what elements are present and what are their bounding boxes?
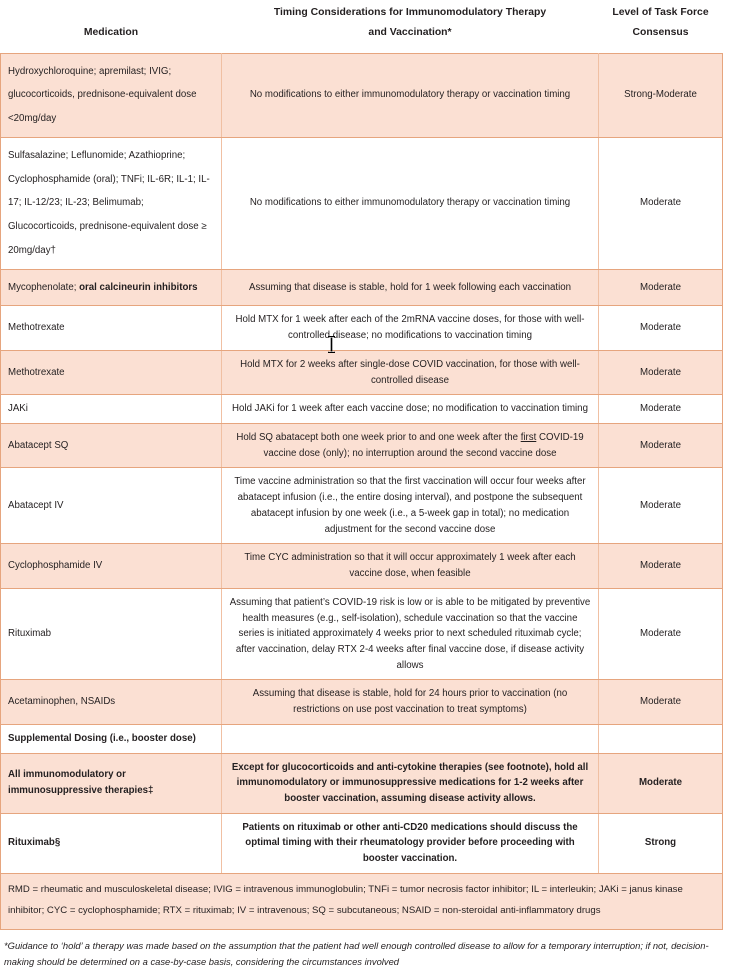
cell-consensus: Moderate: [599, 350, 723, 394]
table-row: [1, 395, 723, 424]
cell-consensus: Moderate: [599, 269, 723, 306]
cell-medication: All immunomodulatory or immunosuppressive therapies‡: [1, 753, 222, 813]
abbreviations-row: [1, 873, 723, 929]
table-row: [1, 468, 723, 544]
cell-medication: Acetaminophen, NSAIDs: [1, 680, 222, 724]
cell-consensus: Moderate: [599, 424, 723, 468]
section-header-row: [1, 724, 723, 753]
column-header-timing: [222, 0, 599, 53]
cell-consensus: Moderate: [599, 544, 723, 588]
column-header-timing-line2: and Vaccination*: [368, 27, 452, 39]
cell-medication: Abatacept SQ: [1, 424, 222, 468]
cell-timing: No modifications to either immunomodulatory therapy or vaccination timing: [222, 137, 599, 269]
column-header-timing-line1: Timing Considerations for Immunomodulatory Therapy: [273, 7, 547, 18]
table-row: [1, 269, 723, 306]
cell-consensus: Moderate: [599, 306, 723, 350]
cell-medication: Rituximab§: [1, 813, 222, 873]
abbreviations-text: RMD = rheumatic and musculoskeletal disease; IVIG = intravenous immunoglobulin; TNFi = tumor necrosis factor inhibitor; IL = interleukin; JAKi = janus kinase inhibitor; CYC = cyclophosphamide; RTX = rituximab; IV = intravenous; SQ = subcutaneous; NSAID = non-steroidal anti-inflammatory drugs: [1, 873, 723, 929]
cell-timing: Except for glucocorticoids and anti-cytokine therapies (see footnote), hold all immunomodulatory or immunosuppressive medications for 1-2 weeks after booster vaccination, assuming disease activity allows.: [222, 753, 599, 813]
column-header-consensus: [599, 0, 723, 53]
table-row: [1, 753, 723, 813]
section-spacer-consensus: [599, 724, 723, 753]
cell-timing: Hold JAKi for 1 week after each vaccine dose; no modification to vaccination timing: [222, 395, 599, 424]
column-header-medication: [1, 0, 222, 53]
cell-timing: Hold MTX for 1 week after each of the 2mRNA vaccine doses, for those with well-controlled disease; no modifications to vaccination timing: [222, 306, 599, 350]
table-row: [1, 306, 723, 350]
cell-timing: Hold MTX for 2 weeks after single-dose COVID vaccination, for those with well-controlled disease: [222, 350, 599, 394]
table-footnote: *Guidance to ‘hold’ a therapy was made based on the assumption that the patient had well enough controlled disease to allow for a temporary interruption; if not, decision-making should be determined on a case-by-case basis, considering the circumstances involved: [4, 940, 709, 968]
cell-consensus: Moderate: [599, 588, 723, 680]
cell-timing: Assuming that disease is stable, hold for 1 week following each vaccination: [222, 269, 599, 306]
cell-medication: Rituximab: [1, 588, 222, 680]
cell-timing: Assuming that patient’s COVID-19 risk is low or is able to be mitigated by preventive health measures (e.g., self-isolation), schedule vaccination so that the vaccine series is initiated approximately 4 weeks prior to next scheduled rituximab cycle; after vaccination, delay RTX 2-4 weeks after final vaccine dose, if disease activity allows: [222, 588, 599, 680]
cell-medication: Sulfasalazine; Leflunomide; Azathioprine; Cyclophosphamide (oral); TNFi; IL-6R; IL-1; IL-17; IL-12/23; IL-23; Belimumab; Glucocorticoids, prednisone-equivalent dose ≥ 20mg/day†: [1, 137, 222, 269]
medication-bold-part: oral calcineurin inhibitors: [79, 281, 198, 293]
table-row: [1, 813, 723, 873]
cell-medication: Methotrexate: [1, 306, 222, 350]
timing-pre-text: Hold SQ abatacept both one week prior to and one week after the: [236, 432, 521, 444]
header-row: [1, 0, 723, 53]
timing-underlined-text: first: [520, 432, 537, 444]
cell-timing: No modifications to either immunomodulatory therapy or vaccination timing: [222, 53, 599, 137]
table-row: [1, 350, 723, 394]
cell-consensus: Moderate: [599, 680, 723, 724]
table-row: [1, 588, 723, 680]
cell-timing: Patients on rituximab or other anti-CD20 medications should discuss the optimal timing with their rheumatology provider before proceeding with booster vaccination.: [222, 813, 599, 873]
section-label-supplemental-dosing: Supplemental Dosing (i.e., booster dose): [1, 724, 222, 753]
cell-medication: JAKi: [1, 395, 222, 424]
table-row: [1, 424, 723, 468]
column-header-medication-label: Medication: [83, 27, 139, 39]
table-row: [1, 137, 723, 269]
cell-medication: Abatacept IV: [1, 468, 222, 544]
cell-medication: Cyclophosphamide IV: [1, 544, 222, 588]
table-row: [1, 680, 723, 724]
cell-consensus: Moderate: [599, 468, 723, 544]
table-row: [1, 544, 723, 588]
cell-consensus: Strong-Moderate: [599, 53, 723, 137]
column-header-consensus-line2: Consensus: [632, 27, 689, 39]
table-body: [1, 53, 723, 929]
medication-plain-part: Mycophenolate;: [8, 281, 80, 293]
cell-medication: Methotrexate: [1, 350, 222, 394]
table-row: [1, 53, 723, 137]
cell-timing: Assuming that disease is stable, hold for 24 hours prior to vaccination (no restrictions on use post vaccination to treat symptoms): [222, 680, 599, 724]
timing-post-text: COVID-19 vaccine dose (only); no interruption around the second vaccine dose: [263, 432, 584, 459]
cell-timing: Time vaccine administration so that the first vaccination will occur four weeks after abatacept infusion (i.e., the entire dosing interval), and postpone the subsequent abatacept infusion by one week (i.e., a 5-week gap in total); no medication adjustment for the second vaccine dose: [222, 468, 599, 544]
cell-medication: Hydroxychloroquine; apremilast; IVIG; glucocorticoids, prednisone-equivalent dose <20mg/day: [1, 53, 222, 137]
cell-consensus: Moderate: [599, 137, 723, 269]
cell-consensus: Strong: [599, 813, 723, 873]
cell-timing: Time CYC administration so that it will occur approximately 1 week after each vaccine dose, when feasible: [222, 544, 599, 588]
table-header: [1, 0, 723, 53]
section-spacer-timing: [222, 724, 599, 753]
column-header-consensus-line1: Level of Task Force: [612, 7, 709, 18]
cell-consensus: Moderate: [599, 753, 723, 813]
cell-timing: [222, 424, 599, 468]
cell-medication: [1, 269, 222, 306]
cell-consensus: Moderate: [599, 395, 723, 424]
